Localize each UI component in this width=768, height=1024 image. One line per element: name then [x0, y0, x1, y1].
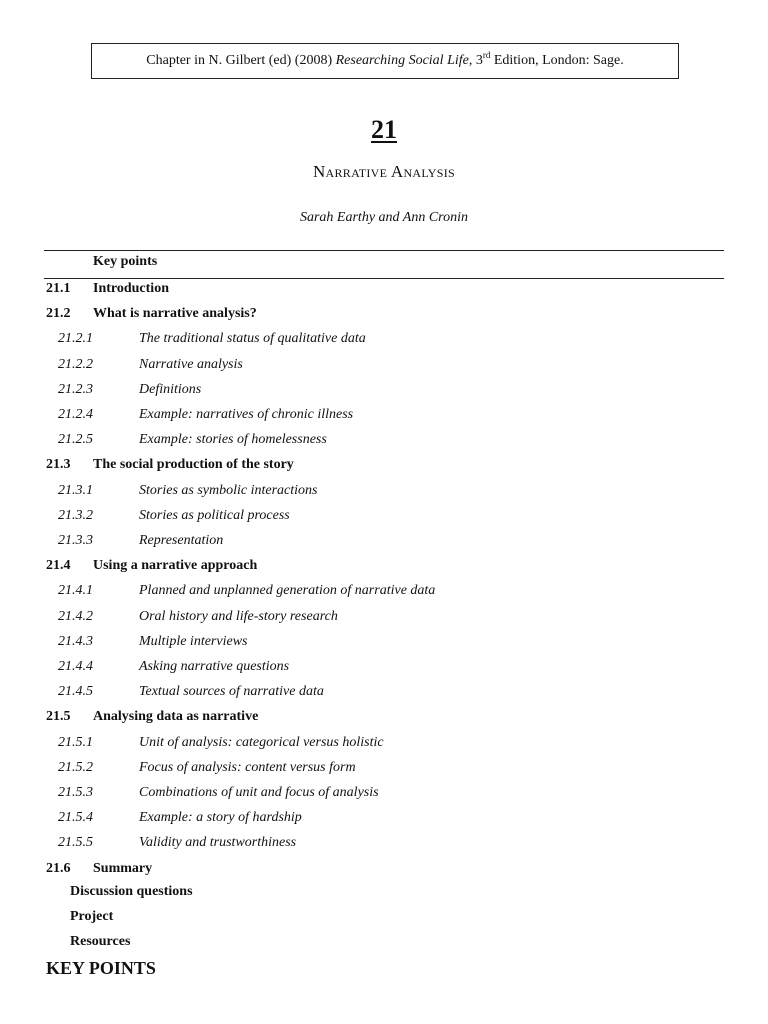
toc-number: 21.1 — [46, 281, 71, 296]
toc-number: 21.5.3 — [58, 785, 93, 800]
chapter-number: 21 — [371, 115, 397, 144]
toc-number: 21.4 — [46, 558, 71, 573]
toc-title: Definitions — [139, 382, 202, 397]
toc-title: The social production of the story — [93, 457, 294, 472]
toc-number: 21.4.3 — [58, 634, 93, 649]
toc-number: 21.5.2 — [58, 760, 93, 775]
toc-number: 21.2.1 — [58, 331, 93, 346]
toc-item-label: Discussion questions — [70, 884, 193, 899]
toc-number: 21.4.1 — [58, 583, 93, 598]
toc-title: Analysing data as narrative — [93, 709, 259, 724]
toc-key-points-label: Key points — [93, 254, 158, 269]
citation-edition-suffix: rd — [482, 50, 491, 60]
toc-title: Introduction — [93, 281, 169, 296]
toc-number: 21.2.5 — [58, 432, 93, 447]
toc-title: Example: stories of homelessness — [139, 432, 327, 447]
toc-title: Example: a story of hardship — [139, 810, 302, 825]
toc-number: 21.4.5 — [58, 684, 93, 699]
toc-number: 21.3.3 — [58, 533, 93, 548]
toc-number: 21.4.2 — [58, 609, 93, 624]
toc-title: The traditional status of qualitative data — [139, 331, 366, 346]
chapter-title: Narrative Analysis — [312, 162, 456, 181]
toc-number: 21.5.5 — [58, 835, 93, 850]
toc-number: 21.2.3 — [58, 382, 93, 397]
toc-title: Multiple interviews — [139, 634, 248, 649]
toc-title: Validity and trustworthiness — [139, 835, 297, 850]
toc-number: 21.6 — [46, 861, 71, 876]
citation-publisher: Edition, London: Sage. — [490, 53, 624, 68]
toc-item-label: Project — [70, 909, 114, 924]
citation-book-title: Researching Social Life — [335, 53, 469, 68]
toc-number: 21.2.4 — [58, 407, 93, 422]
chapter-authors: Sarah Earthy and Ann Cronin — [299, 210, 468, 225]
toc-number: 21.3 — [46, 457, 71, 472]
toc-title: Using a narrative approach — [93, 558, 258, 573]
toc-number: 21.3.2 — [58, 508, 93, 523]
toc-title: Narrative analysis — [139, 357, 243, 372]
toc-title: Asking narrative questions — [139, 659, 290, 674]
toc-title: Planned and unplanned generation of narrative data — [139, 583, 436, 598]
key-points-heading: KEY POINTS — [46, 958, 156, 978]
toc-title: Unit of analysis: categorical versus holistic — [139, 735, 384, 750]
toc-title: Stories as political process — [139, 508, 290, 523]
toc-title: Oral history and life-story research — [139, 609, 338, 624]
citation-prefix: Chapter in N. Gilbert (ed) (2008) — [146, 53, 336, 68]
toc-title: What is narrative analysis? — [93, 306, 257, 321]
toc-title: Textual sources of narrative data — [139, 684, 324, 699]
citation-edition: , 3 — [468, 53, 483, 68]
toc-title: Focus of analysis: content versus form — [139, 760, 356, 775]
toc-number: 21.2 — [46, 306, 71, 321]
toc-title: Representation — [139, 533, 224, 548]
toc-number: 21.5 — [46, 709, 71, 724]
toc-number: 21.2.2 — [58, 357, 93, 372]
toc-number: 21.5.1 — [58, 735, 93, 750]
toc-title: Summary — [93, 861, 153, 876]
toc-title: Combinations of unit and focus of analysis — [139, 785, 379, 800]
toc-title: Example: narratives of chronic illness — [139, 407, 354, 422]
toc-item-label: Resources — [70, 934, 131, 949]
toc-number: 21.5.4 — [58, 810, 93, 825]
toc-number: 21.4.4 — [58, 659, 93, 674]
toc-number: 21.3.1 — [58, 483, 93, 498]
toc-title: Stories as symbolic interactions — [139, 483, 318, 498]
